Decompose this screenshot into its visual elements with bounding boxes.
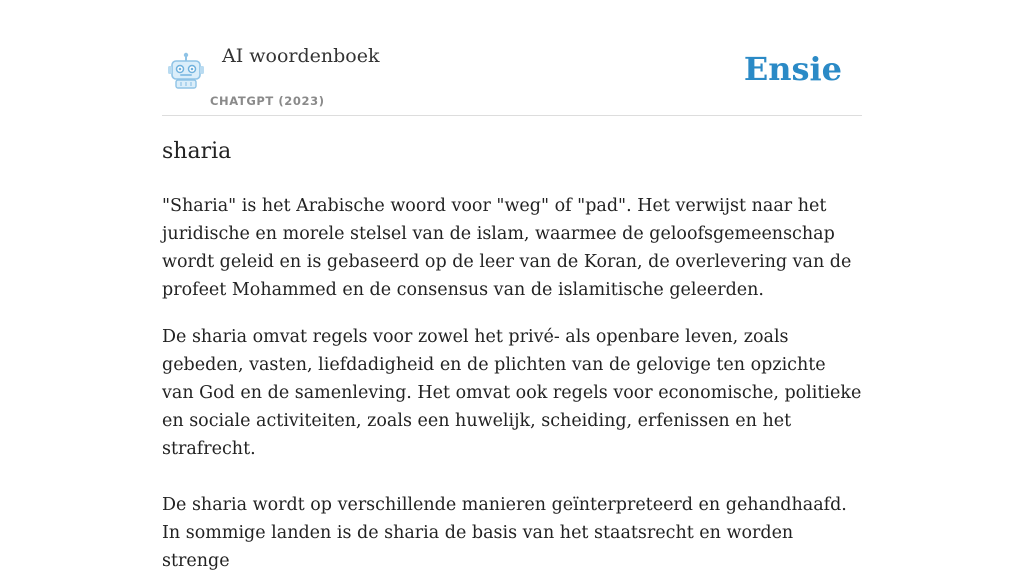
definition-paragraph: De sharia omvat regels voor zowel het privé- als openbare leven, zoals gebeden, vasten, liefdadigheid en de plichten van de gelovige ten opzichte van God en de samenleving. Het omvat ook regels voor economische, politieke en sociale activiteiten, zoals een huwelijk, scheiding, erfenissen en het strafrecht.	[162, 327, 862, 459]
dictionary-header	[162, 40, 862, 116]
ensie-logo[interactable]: Ensie	[743, 50, 842, 88]
definition-paragraph: De sharia wordt op verschillende manieren geïnterpreteerd en gehandhaafd. In sommige landen is de sharia de basis van het staatsrecht en worden strenge	[162, 495, 847, 571]
entry-title: sharia	[162, 139, 232, 164]
robot-icon	[166, 52, 206, 90]
definition-body	[162, 192, 862, 575]
dictionary-subtitle: CHATGPT (2023)	[210, 94, 325, 108]
dictionary-title[interactable]: AI woordenboek	[222, 45, 380, 67]
definition-paragraph: "Sharia" is het Arabische woord voor "weg" of "pad". Het verwijst naar het juridische en morele stelsel van de islam, waarmee de geloofsgemeenschap wordt geleid en is gebaseerd op de leer van de Koran, de overlevering van de profeet Mohammed en de consensus van de islamitische geleerden.	[162, 196, 852, 300]
